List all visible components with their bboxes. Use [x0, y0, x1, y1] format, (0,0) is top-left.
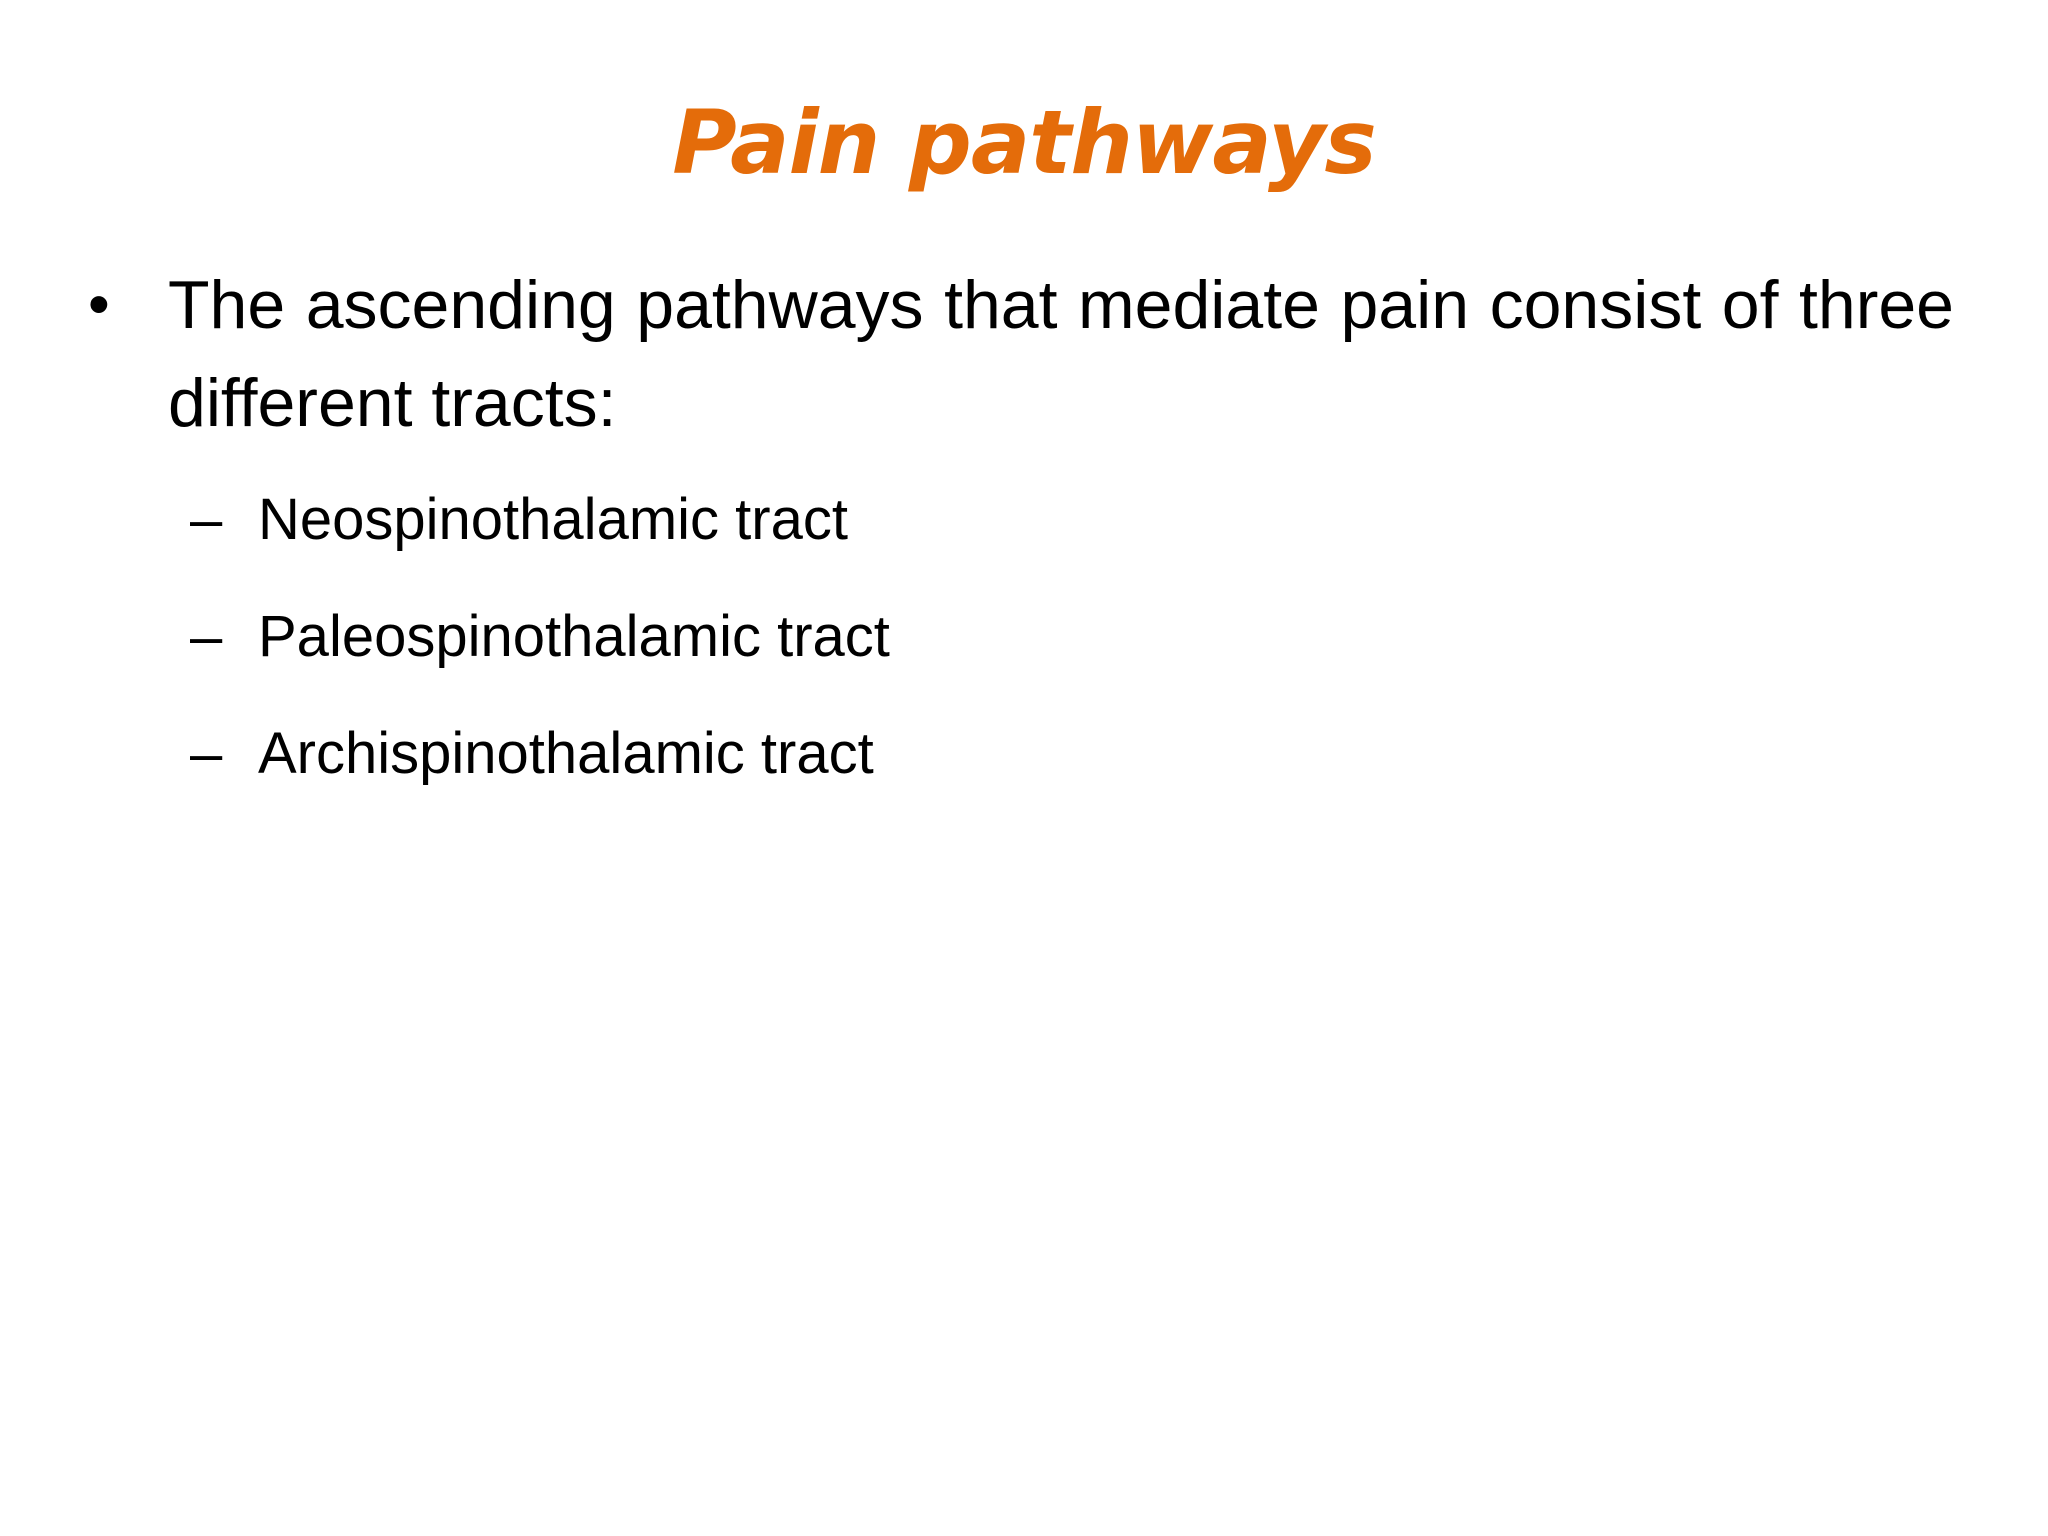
sub-item-label: Paleospinothalamic tract — [258, 604, 890, 669]
sub-item-label: Neospinothalamic tract — [258, 487, 848, 552]
bullet-text: The ascending pathways that mediate pain consist of three different tracts: — [168, 267, 1954, 441]
dash-marker: – — [190, 604, 223, 669]
dash-marker: – — [190, 487, 223, 552]
slide-title: Pain pathways — [672, 91, 1376, 194]
sub-item-label: Archispinothalamic tract — [258, 721, 874, 786]
bullet-marker: • — [88, 270, 110, 339]
dash-marker: – — [190, 721, 223, 786]
